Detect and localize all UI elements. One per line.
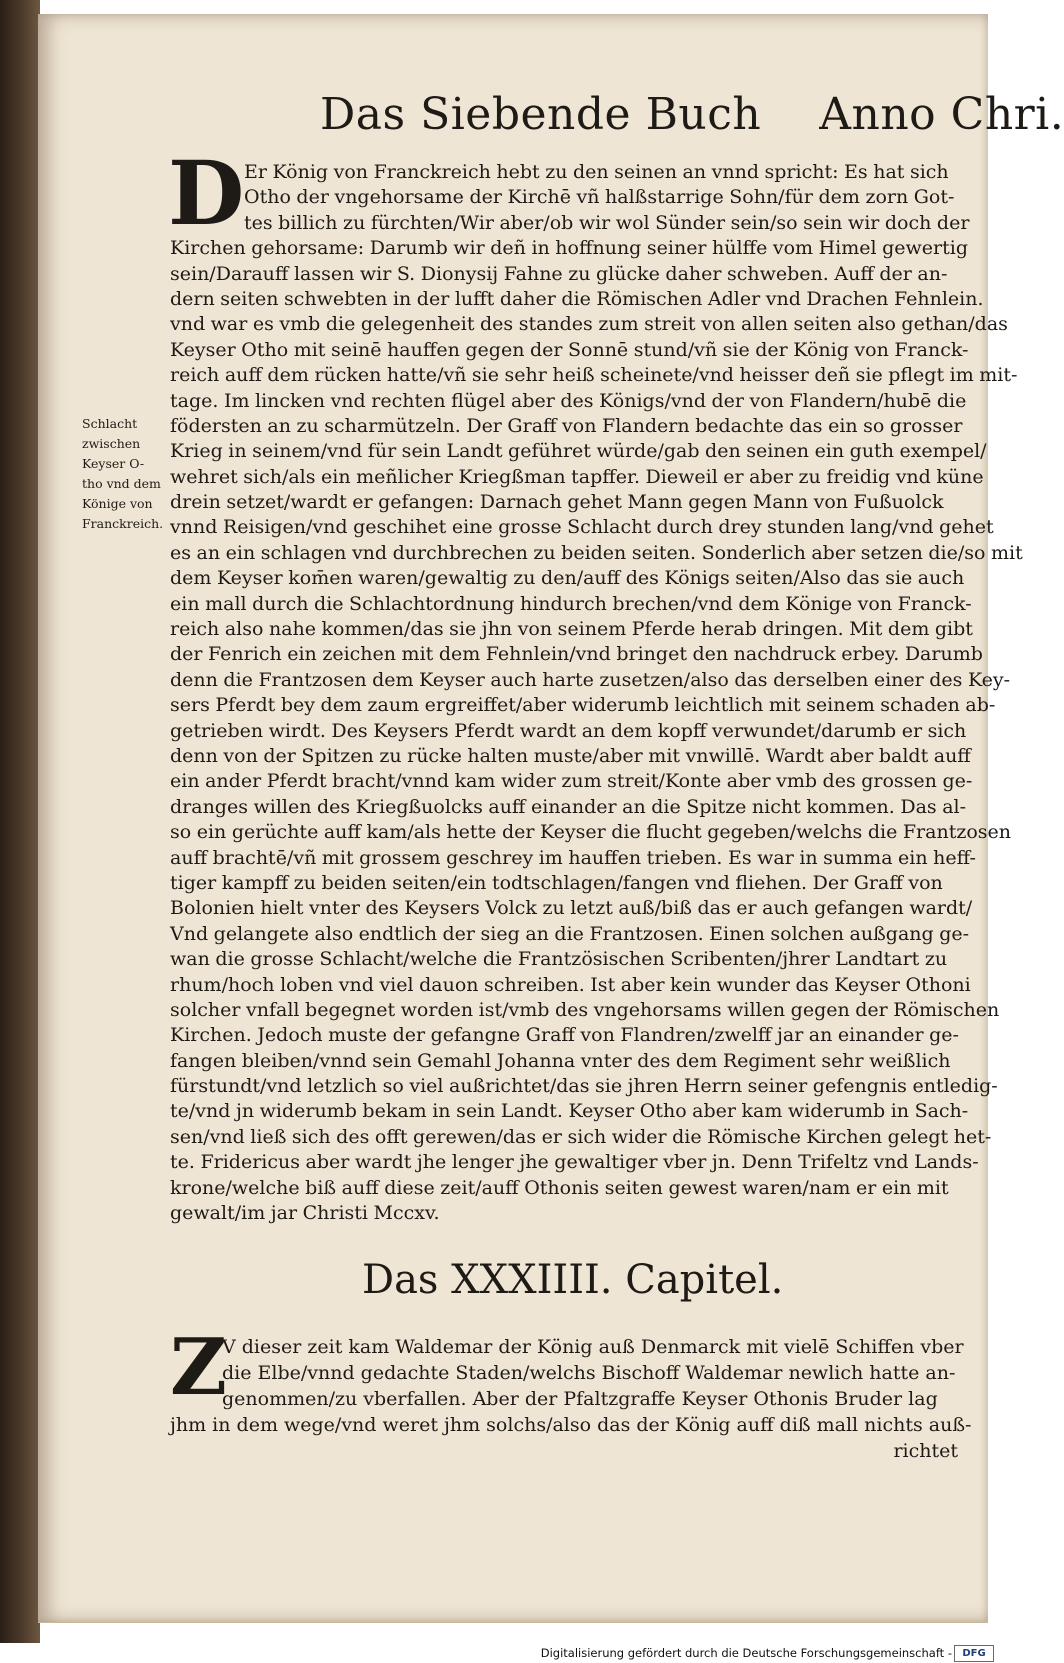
text-line: ein ander Pferdt bracht/vnnd kam wider zum streit/Konte aber vmb des grossen ge- <box>170 770 973 793</box>
text-line: wan die grosse Schlacht/welche die Frantzösischen Scribenten/jhrer Landtart zu <box>170 948 948 971</box>
drop-capital-2: Z <box>170 1322 227 1413</box>
drop-capital: D <box>168 141 245 245</box>
text-line: te. Fridericus aber wardt jhe lenger jhe gewaltiger vber jn. Denn Trifeltz vnd Lands- <box>170 1151 979 1174</box>
text-line: fangen bleiben/vnnd sein Gemahl Johanna vnter des dem Regiment sehr weißlich <box>170 1049 951 1072</box>
text-line: drein setzet/wardt er gefangen: Darnach gehet Mann gegen Mann von Fußuolck <box>170 491 944 514</box>
text-line: auff brachtē/vñ mit grossem geschrey im hauffen trieben. Es war in summa ein heff- <box>170 846 976 869</box>
text-line: dern seiten schwebten in der lufft daher die Römischen Adler vnd Drachen Fehnlein. <box>170 287 984 310</box>
book-spine <box>0 0 40 1663</box>
text-line: dranges willen des Kriegßuolcks auff einander an die Spitze nicht kommen. Das al- <box>170 795 967 818</box>
text-line: tage. Im lincken vnd rechten flügel aber des Königs/vnd der von Flandern/hubē die <box>170 389 967 412</box>
body-text <box>170 160 1023 1226</box>
text-line: dem Keyser kom̄en waren/gewaltig zu den/auff des Königs seiten/Also das sie auch <box>170 567 965 590</box>
text-line: so ein gerüchte auff kam/als hette der Keyser die flucht gegeben/welchs die Frantzosen <box>170 821 1012 844</box>
chapter-heading: Das XXXIIII. Capitel. <box>362 1257 784 1303</box>
text-line: getrieben wirdt. Des Keysers Pferdt wardt an dem kopff verwundet/darumb er sich <box>170 719 967 742</box>
text-line: Er König von Franckreich hebt zu den seinen an vnnd spricht: Es hat sich <box>244 161 949 183</box>
body-text-2 <box>170 1334 972 1464</box>
text-line: richtet <box>893 1440 958 1462</box>
text-line: Keyser Otho mit seinē hauffen gegen der Sonnē stund/vñ sie der König von Franck- <box>170 338 969 361</box>
text-line: genommen/zu vberfallen. Aber der Pfaltzgraffe Keyser Othonis Bruder lag <box>222 1388 938 1410</box>
text-line: sers Pferdt bey dem zaum ergreiffet/aber widerumb leichtlich mit seinem schaden ab- <box>170 694 996 717</box>
text-line: gewalt/im jar Christi Mccxv. <box>170 1202 440 1225</box>
text-line: födersten an zu scharmützeln. Der Graff von Flandern bedachte das ein so grosser <box>170 414 963 437</box>
page-header <box>320 84 1064 146</box>
running-head: Anno Chri. <box>819 89 1064 140</box>
text-line: denn die Frantzosen dem Keyser auch harte zusetzen/also das derselben einer des Key- <box>170 668 1011 691</box>
text-line: fürstundt/vnd letzlich so viel außrichtet/das sie jhren Herrn seiner gefengnis entledig- <box>170 1075 998 1098</box>
text-line: vnnd Reisigen/vnd geschihet eine grosse Schlacht durch drey stunden lang/vnd gehet <box>170 516 994 539</box>
text-line: Otho der vngehorsame der Kirchē vñ halßstarrige Sohn/für dem zorn Got- <box>244 186 955 209</box>
text-line: Bolonien hielt vnter des Keysers Volck zu letzt auß/biß das er auch gefangen wardt/ <box>170 897 973 920</box>
text-line: Kirchen gehorsame: Darumb wir deñ in hoffnung seiner hülffe vom Himel gewertig <box>170 237 969 260</box>
text-line: V dieser zeit kam Waldemar der König auß Denmarck mit vielē Schiffen vber <box>222 1336 964 1358</box>
text-line: der Fenrich ein zeichen mit dem Fehnlein/vnd bringet den nachdruck erbey. Darumb <box>170 643 983 666</box>
text-line: sein/Darauff lassen wir S. Dionysij Fahne zu glücke daher schweben. Auff der an- <box>170 262 948 285</box>
text-line: tes billich zu fürchten/Wir aber/ob wir wol Sünder sein/so sein wir doch der <box>244 211 970 234</box>
text-line: tiger kampff zu beiden seiten/ein todtschlagen/fangen vnd fliehen. Der Graff von <box>170 871 943 894</box>
text-line: te/vnd jn widerumb bekam in sein Landt. Keyser Otho aber kam widerumb in Sach- <box>170 1100 969 1123</box>
text-line: reich auff dem rücken hatte/vñ sie sehr heiß scheinete/vnd heisser deñ sie pflegt im mit- <box>170 364 1018 387</box>
text-line: vnd war es vmb die gelegenheit des standes zum streit von allen seiten also gethan/das <box>170 313 1008 336</box>
book-title: Das Siebende Buch <box>320 89 762 140</box>
text-line: reich also nahe kommen/das sie jhn von seinem Pferde herab dringen. Mit dem gibt <box>170 618 973 641</box>
marginal-note: Schlacht zwischen Keyser O- tho vnd dem Könige von Franckreich. <box>82 416 164 531</box>
text-line: jhm in dem wege/vnd weret jhm solchs/also das der König auff diß mall nichts auß- <box>170 1414 972 1436</box>
text-line: wehret sich/als ein meñlicher Kriegßman tapffer. Dieweil er aber zu freidig vnd küne <box>170 465 984 488</box>
text-line: die Elbe/vnnd gedachte Staden/welchs Bischoff Waldemar newlich hatte an- <box>222 1362 956 1384</box>
dfg-logo: DFG <box>954 1645 994 1662</box>
text-line: Krieg in seinem/vnd für sein Landt geführet würde/gab den seinen ein guth exempel/ <box>170 440 987 463</box>
text-line: ein mall durch die Schlachtordnung hindurch brechen/vnd dem Könige von Franck- <box>170 592 972 615</box>
text-line: Kirchen. Jedoch muste der gefangne Graff von Flandren/zwelff jar an einander ge- <box>170 1024 959 1047</box>
text-line: es an ein schlagen vnd durchbrechen zu beiden seiten. Sonderlich aber setzen die/so mit <box>170 541 1023 564</box>
text-line: rhum/hoch loben vnd viel dauon schreiben. Ist aber kein wunder das Keyser Othoni <box>170 973 971 996</box>
footer-credit: Digitalisierung gefördert durch die Deutsche Forschungsgemeinschaft - <box>540 1646 952 1660</box>
text-line: sen/vnd ließ sich des offt gerewen/das er sich wider die Römische Kirchen gelegt het- <box>170 1125 992 1148</box>
text-line: solcher vnfall begegnet worden ist/vmb des vngehorsams willen gegen der Römischen <box>170 998 1000 1021</box>
text-line: krone/welche biß auff diese zeit/auff Othonis seiten gewest waren/nam er ein mit <box>170 1176 949 1199</box>
text-line: denn von der Spitzen zu rücke halten muste/aber mit vnwillē. Wardt aber baldt auff <box>170 744 971 767</box>
text-line: Vnd gelangete also endtlich der sieg an die Frantzosen. Einen solchen außgang ge- <box>170 922 970 945</box>
